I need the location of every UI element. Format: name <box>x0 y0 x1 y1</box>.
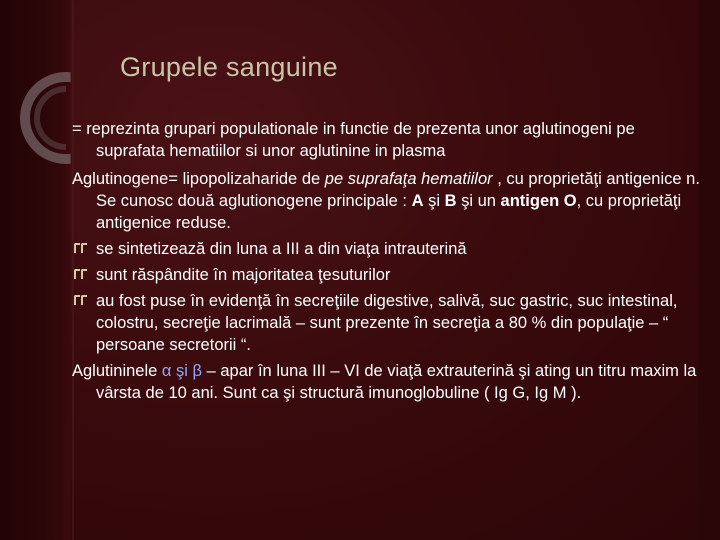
bullet-item <box>72 264 702 286</box>
bullet-text: au fost puse în evidenţă în secreţiile digestive, salivă, suc gastric, suc intestinal, colostru, secreţie lacrimală – sunt prezente în secreţia a 80 % din populaţie – “ persoane secretorii “. <box>96 292 678 354</box>
definition-text: reprezinta grupari populationale in functie de prezenta unor aglutinogeni pe suprafata hematiilor si unor aglutinine in plasma <box>81 120 635 160</box>
aglutinogene-term: Aglutinogene= <box>72 170 178 188</box>
bullet-icon <box>74 243 90 253</box>
aglutinogene-text-1: lipopolizaharide de <box>177 170 325 188</box>
antigen-a-label: A <box>411 192 424 210</box>
aglutinogene-text-2: , cu proprietăţi antigenice n. Se cunosc două aglutionogene principale : <box>96 170 700 210</box>
aglutinogene-text-3: şi <box>423 192 445 210</box>
antigen-o-label: antigen O <box>500 192 577 210</box>
bullet-icon <box>74 295 90 305</box>
aglutinine-greek-letters: α şi β <box>157 362 203 380</box>
bullet-item <box>72 238 702 260</box>
aglutinogene-italic: pe suprafaţa hematiilor <box>324 170 493 188</box>
aglutinine-text: – apar în luna III – VI de viaţă extrauterină şi ating un titru maxim la vârsta de 10 ani. Sunt ca şi structură imunoglobuline ( Ig G, Ig M ). <box>96 362 697 402</box>
aglutinogene-text-5: , cu proprietăţi antigenice reduse. <box>96 192 682 232</box>
aglutinogene-paragraph <box>72 168 702 234</box>
definition-prefix: = <box>72 120 82 138</box>
aglutinine-term: Aglutininele <box>72 362 158 380</box>
definition-paragraph <box>72 118 702 162</box>
bullet-item <box>72 290 702 356</box>
slide-content <box>72 118 702 407</box>
bullet-text: sunt răspândite în majoritatea ţesuturilor <box>96 266 391 284</box>
aglutinine-paragraph <box>72 360 702 404</box>
aglutinogene-text-4: şi un <box>456 192 501 210</box>
bullet-icon <box>74 269 90 279</box>
bullet-text: se sintetizează din luna a III a din viaţa intrauterină <box>96 240 467 258</box>
slide-title: Grupele sanguine <box>120 52 338 82</box>
antigen-b-label: B <box>444 192 457 210</box>
